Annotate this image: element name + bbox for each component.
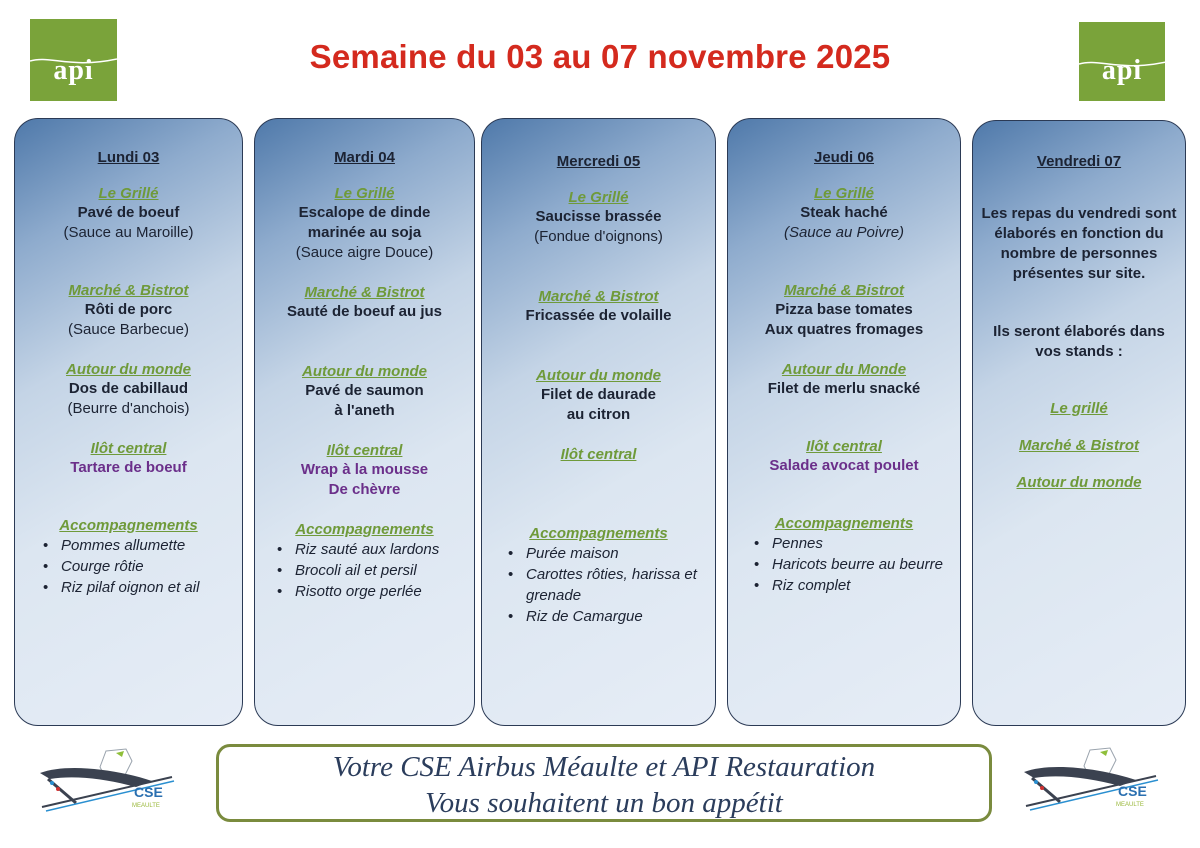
footer-message-box [216, 744, 992, 822]
dish: Salade avocat poulet [769, 457, 919, 474]
friday-stands-intro: Ils seront élaborés dans vos stands : [993, 323, 1165, 360]
dish: Rôti de porc [84, 301, 173, 318]
stand-label: Accompagnements [295, 521, 434, 538]
section-sides [255, 520, 474, 602]
dish: Aux quatres fromages [764, 321, 924, 338]
stand-label: Marché & Bistrot [304, 284, 425, 301]
sauce: (Sauce Barbecue) [68, 321, 189, 338]
section-grill [255, 184, 474, 263]
side-item: • Brocoli ail et persil [277, 560, 466, 581]
stand-label: Accompagnements [59, 517, 198, 534]
api-logo-text: api [1101, 55, 1143, 86]
dish: Wrap à la mousse [300, 461, 429, 478]
dish: Pizza base tomates [775, 301, 913, 318]
sauce: (Sauce aigre Douce) [295, 244, 434, 261]
sauce: (Fondue d'oignons) [534, 228, 663, 245]
dish: Tartare de boeuf [70, 459, 187, 476]
stand-label: Ilôt central [806, 438, 882, 455]
dish: Steak haché [800, 204, 888, 221]
stand-label: Autour du monde [536, 367, 661, 384]
side-item: • Haricots beurre au beurre [754, 554, 952, 575]
section-ilot [482, 445, 715, 464]
section-monde [15, 360, 242, 419]
api-logo-left [30, 19, 117, 101]
section-sides [15, 516, 242, 598]
day-title: Jeudi 06 [813, 149, 875, 166]
dish: Pavé de saumon [305, 382, 424, 399]
sides-list [728, 533, 960, 596]
day-card-mardi [254, 118, 475, 726]
day-card-mercredi [481, 118, 716, 726]
section-monde [728, 360, 960, 399]
section-ilot [728, 437, 960, 476]
airplane-map-icon [1020, 742, 1160, 812]
friday-stand: Le grillé [1050, 400, 1108, 417]
svg-text:MEAULTE: MEAULTE [1116, 802, 1144, 808]
dish: Pavé de boeuf [77, 204, 180, 221]
svg-text:CSE: CSE [134, 784, 163, 800]
section-sides [728, 514, 960, 596]
stand-label: Ilôt central [326, 442, 403, 459]
stand-label: Accompagnements [529, 525, 668, 542]
side-item: • Riz complet [754, 575, 952, 596]
section-ilot [15, 439, 242, 478]
friday-stand: Marché & Bistrot [1018, 437, 1140, 454]
day-card-jeudi [727, 118, 961, 726]
side-item: • Carottes rôties, harissa et grenade [508, 564, 707, 606]
side-item: • Courge rôtie [43, 556, 234, 577]
side-item: • Risotto orge perlée [277, 581, 466, 602]
section-grill [482, 188, 715, 247]
sauce: (Sauce au Poivre) [783, 224, 905, 241]
api-logo-right [1079, 22, 1165, 101]
stand-label: Le Grillé [568, 189, 629, 206]
side-item: • Pennes [754, 533, 952, 554]
day-title: Mercredi 05 [556, 153, 641, 170]
sauce: (Sauce au Maroille) [63, 224, 194, 241]
dish: Filet de merlu snacké [767, 380, 921, 397]
side-item: • Riz de Camargue [508, 606, 707, 627]
stand-label: Marché & Bistrot [538, 288, 659, 305]
day-title: Mardi 04 [334, 149, 395, 166]
stand-label: Accompagnements [774, 515, 914, 532]
sides-list [482, 543, 715, 627]
dish: à l'aneth [334, 402, 395, 419]
footer-line-2: Vous souhaitent un bon appétit [425, 787, 783, 819]
stand-label: Ilôt central [90, 440, 167, 457]
day-card-lundi [14, 118, 243, 726]
dish: De chèvre [328, 481, 401, 498]
section-bistrot [15, 281, 242, 340]
dish: Filet de daurade [540, 386, 657, 403]
section-grill [15, 184, 242, 243]
stand-label: Autour du monde [66, 361, 191, 378]
section-monde [255, 362, 474, 421]
stand-label: Le Grillé [813, 185, 875, 202]
sauce: (Beurre d'anchois) [67, 400, 190, 417]
section-sides [482, 524, 715, 627]
section-grill [728, 184, 960, 243]
api-logo-text: api [53, 55, 94, 86]
friday-stand: Autour du monde [1016, 474, 1142, 491]
stand-label: Le Grillé [334, 185, 395, 202]
cse-meaulte-logo-right [1020, 742, 1160, 812]
svg-text:MEAULTE: MEAULTE [132, 803, 160, 809]
section-bistrot [255, 283, 474, 322]
stand-label: Marché & Bistrot [783, 282, 905, 299]
stand-label: Autour du monde [302, 363, 427, 380]
section-bistrot [482, 287, 715, 326]
section-ilot [255, 441, 474, 500]
side-item: • Riz sauté aux lardons [277, 539, 466, 560]
dish: au citron [566, 406, 631, 423]
dish: marinée au soja [307, 224, 422, 241]
page-title: Semaine du 03 au 07 novembre 2025 [309, 38, 891, 75]
cse-meaulte-logo-left [36, 743, 176, 813]
stand-label: Marché & Bistrot [68, 282, 189, 299]
day-title: Vendredi 07 [1036, 153, 1122, 170]
friday-info-text: Les repas du vendredi sont élaborés en fonction du nombre de personnes présentes sur site. [981, 205, 1177, 282]
side-item: • Pommes allumette [43, 535, 234, 556]
dish: Dos de cabillaud [68, 380, 189, 397]
sides-list [15, 535, 242, 598]
dish: Fricassée de volaille [525, 307, 672, 324]
day-title: Lundi 03 [97, 149, 160, 166]
sides-list [255, 539, 474, 602]
stand-label: Autour du Monde [781, 361, 907, 378]
svg-text:CSE: CSE [1118, 783, 1147, 799]
footer-line-1: Votre CSE Airbus Méaulte et API Restauration [332, 751, 876, 783]
side-item: • Purée maison [508, 543, 707, 564]
section-bistrot [728, 281, 960, 340]
day-card-vendredi [972, 120, 1186, 726]
stand-label: Ilôt central [560, 446, 637, 463]
stand-label: Le Grillé [98, 185, 159, 202]
dish: Escalope de dinde [298, 204, 431, 221]
dish: Saucisse brassée [535, 208, 662, 225]
airplane-map-icon [36, 743, 176, 813]
section-monde [482, 366, 715, 425]
side-item: • Riz pilaf oignon et ail [43, 577, 234, 598]
dish: Sauté de boeuf au jus [286, 303, 443, 320]
